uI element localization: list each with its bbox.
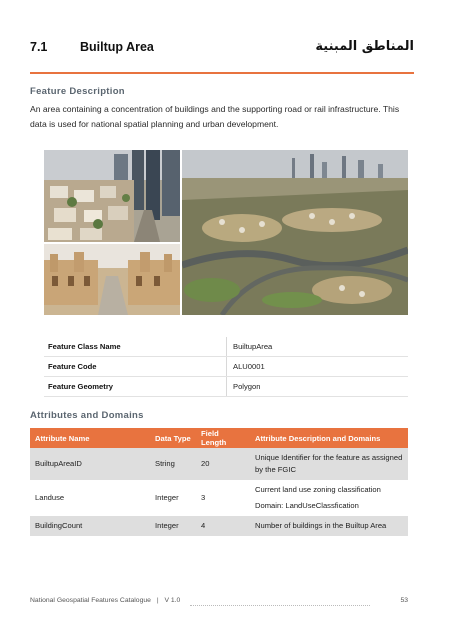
section-title-arabic: المناطق المبنية [315, 39, 414, 54]
feature-code-value: ALU0001 [227, 357, 409, 377]
feature-class-name-value: BuiltupArea [227, 337, 409, 357]
feature-description-heading: Feature Description [30, 86, 125, 97]
footer-catalogue-name: National Geospatial Features Catalogue [30, 597, 151, 604]
section-number: 7.1 [30, 40, 48, 54]
col-attribute-description: Attribute Description and Domains [250, 428, 408, 448]
feature-geometry-value: Polygon [227, 377, 409, 397]
photo-collage [44, 150, 408, 315]
feature-description-text: An area containing a concentration of buildings and the supporting road or rail infrastructure. This data is used for national spatial planning and urban development. [30, 104, 400, 129]
attributes-heading: Attributes and Domains [30, 410, 144, 421]
attribute-domain-line: Domain: LandUseClassfication [255, 501, 359, 510]
header-divider [30, 72, 414, 74]
table-row [44, 357, 408, 377]
table-row [44, 377, 408, 397]
section-title: Builtup Area [80, 40, 154, 54]
col-data-type: Data Type [150, 428, 196, 448]
table-row [30, 516, 408, 536]
col-field-length: Field Length [196, 428, 250, 448]
attribute-length: 3 [196, 480, 250, 516]
attributes-table [30, 428, 408, 536]
table-row [44, 337, 408, 357]
feature-class-table [44, 337, 408, 397]
footer-version: V 1.0 [164, 597, 181, 604]
col-attribute-name: Attribute Name [30, 428, 150, 448]
attribute-length: 4 [196, 516, 250, 536]
footer-dotted-leader [190, 597, 370, 606]
attribute-name: Landuse [30, 480, 150, 516]
attribute-type: Integer [150, 480, 196, 516]
attribute-description [250, 480, 408, 516]
photo-aerial-community [182, 150, 408, 315]
table-header-row [30, 428, 408, 448]
section-header [30, 40, 414, 62]
attribute-name: BuildingCount [30, 516, 150, 536]
photo-villas-towers [44, 150, 180, 242]
table-row [30, 480, 408, 516]
page-number: 53 [400, 597, 408, 604]
footer-separator: | [156, 597, 159, 604]
feature-code-label: Feature Code [44, 357, 227, 377]
attribute-description: Unique Identifier for the feature as assigned by the FGIC [250, 448, 408, 480]
attribute-description: Number of buildings in the Builtup Area [250, 516, 408, 536]
footer-catalogue [30, 597, 180, 604]
photo-traditional-street [44, 244, 180, 315]
attribute-type: String [150, 448, 196, 480]
attribute-type: Integer [150, 516, 196, 536]
feature-geometry-label: Feature Geometry [44, 377, 227, 397]
table-row [30, 448, 408, 480]
attribute-description-line: Current land use zoning classification [255, 485, 381, 494]
feature-class-name-label: Feature Class Name [44, 337, 227, 357]
attribute-length: 20 [196, 448, 250, 480]
attribute-name: BuiltupAreaID [30, 448, 150, 480]
